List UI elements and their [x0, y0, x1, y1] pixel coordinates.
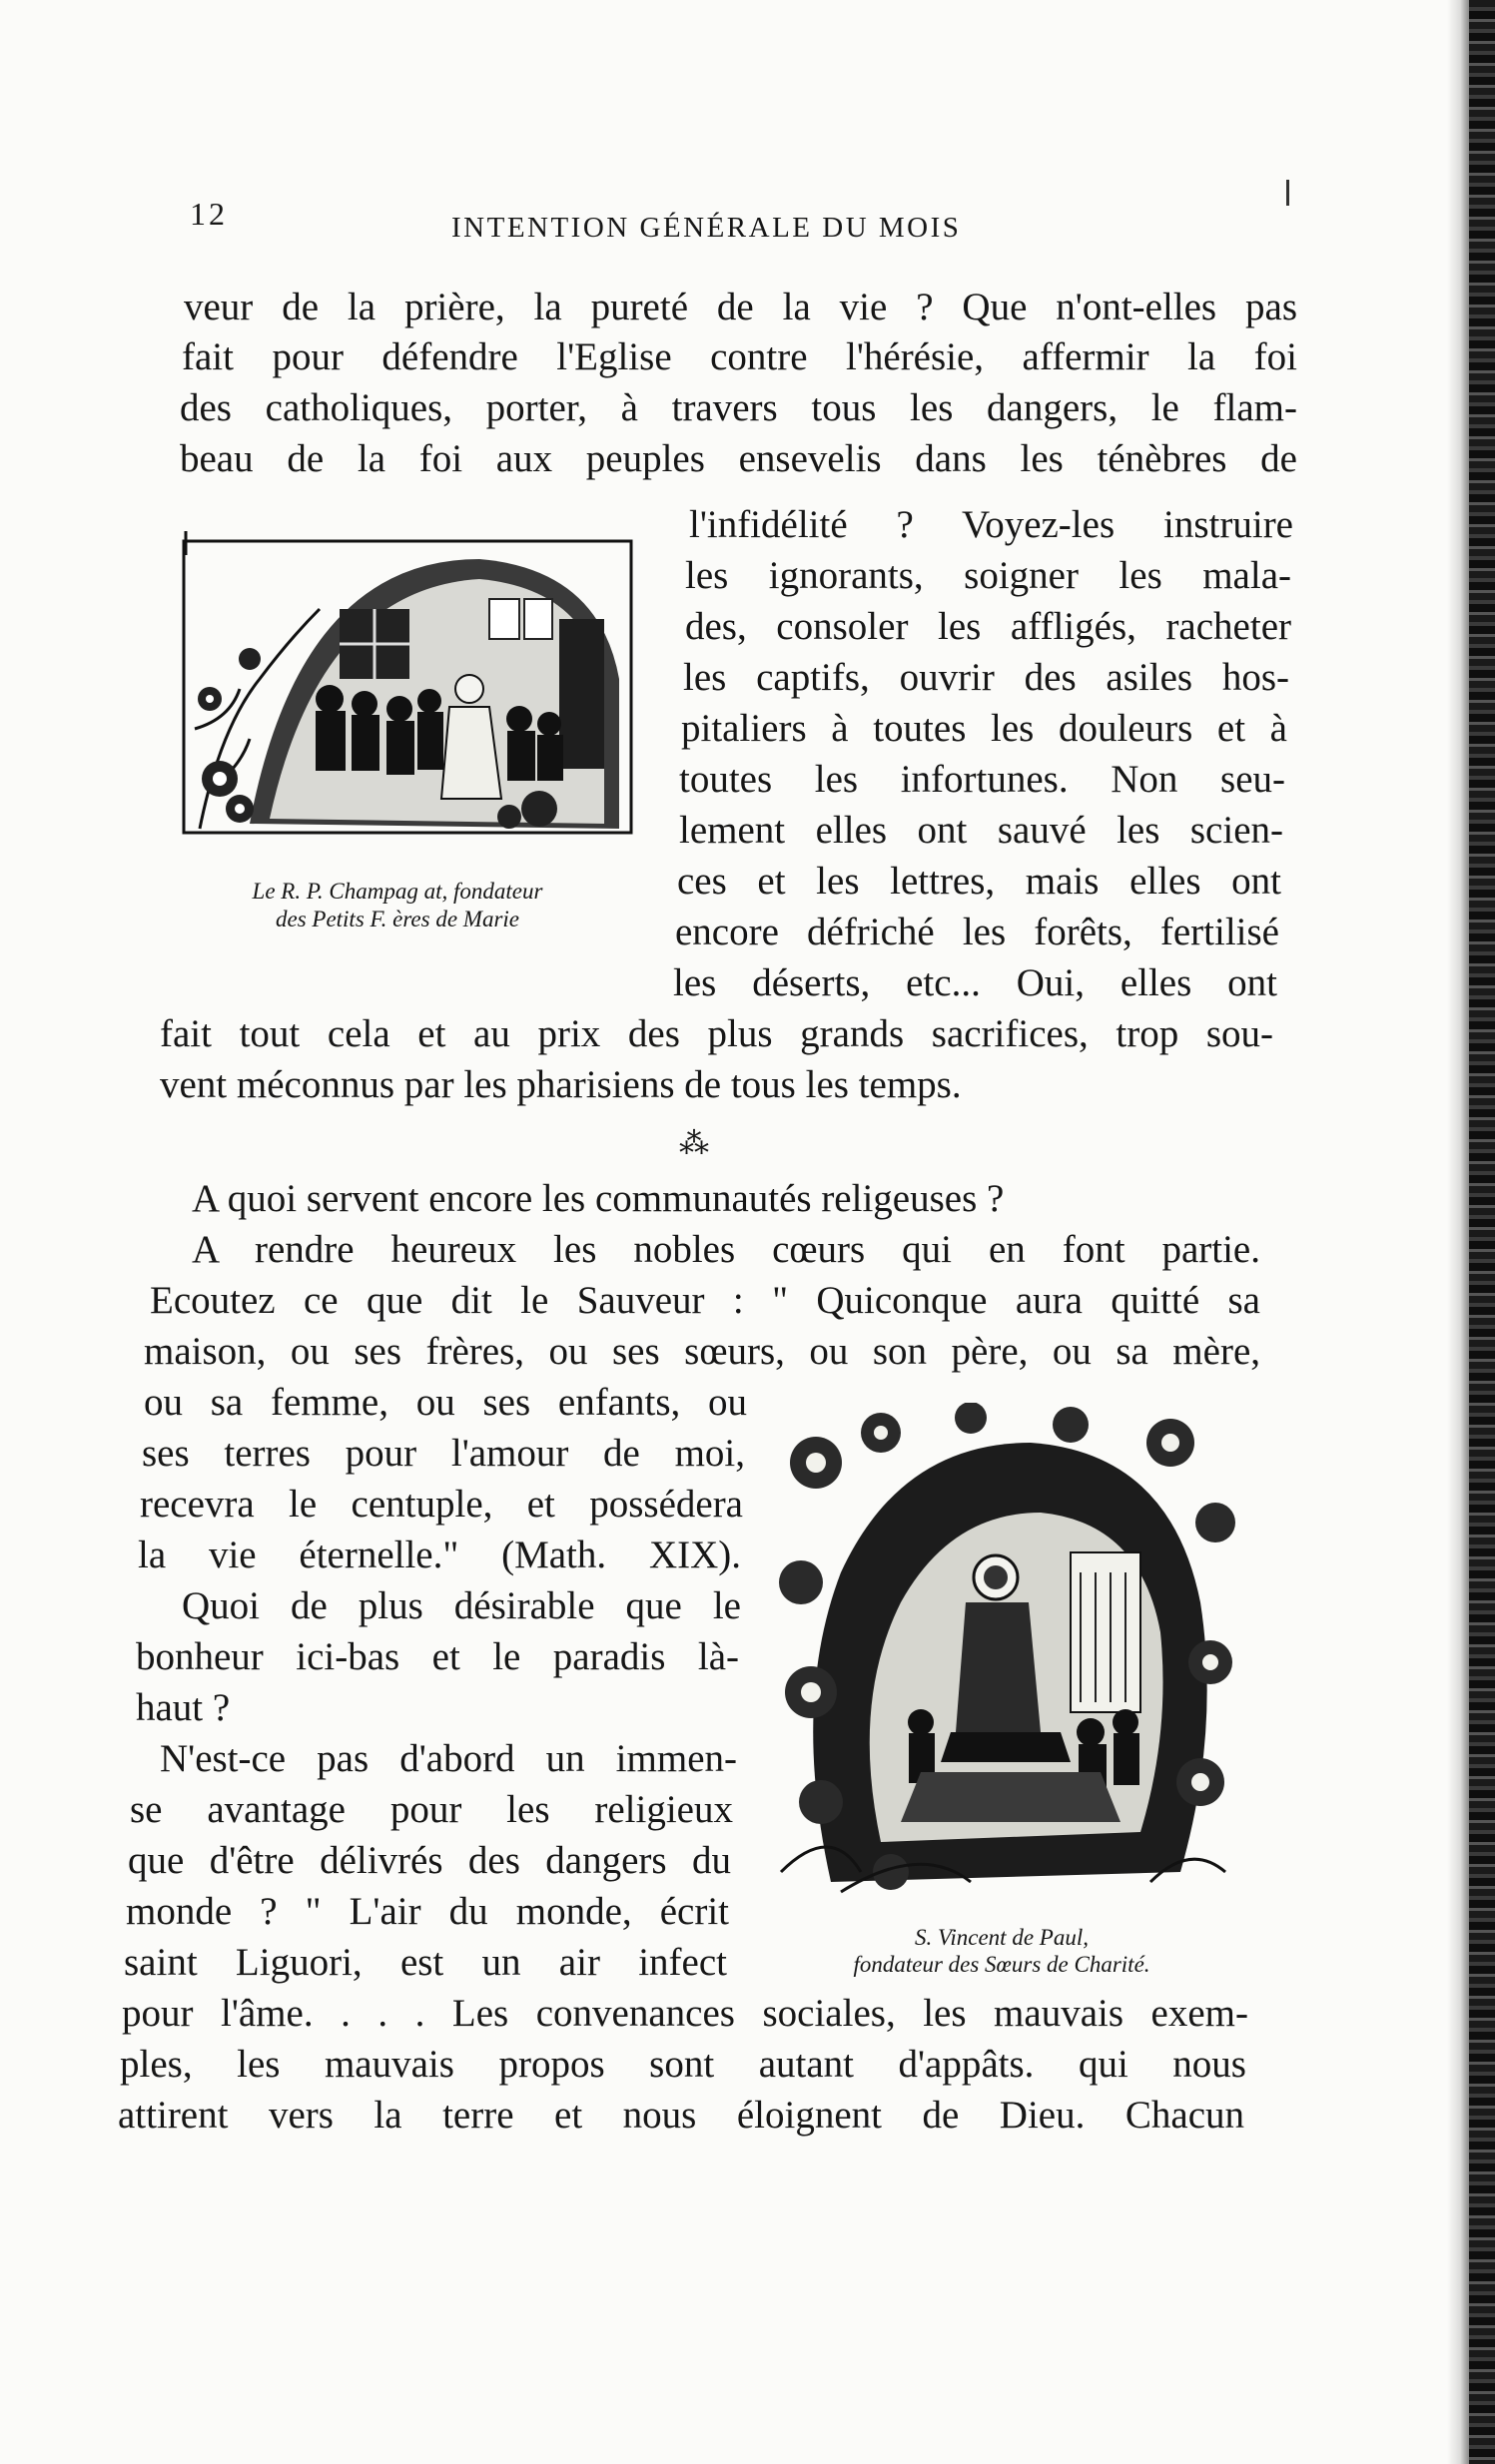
- text-line: lement elles ont sauvé les scien-: [679, 809, 1283, 852]
- text-line: l'infidélité ? Voyez-les instruire: [689, 503, 1293, 546]
- text-line: ses terres pour l'amour de moi,: [142, 1432, 745, 1475]
- running-title: INTENTION GÉNÉRALE DU MOIS: [451, 212, 962, 244]
- text-line: pitaliers à toutes les douleurs et à: [681, 707, 1287, 750]
- text-line: pour l'âme. . . . Les convenances sociales, les mauvais exem-: [122, 1992, 1248, 2035]
- text-line: vent méconnus par les pharisiens de tous les temps.: [160, 1063, 962, 1106]
- text-line: ples, les mauvais propos sont autant d'appâts. qui nous: [120, 2043, 1246, 2086]
- text-line: ces et les lettres, mais elles ont: [677, 860, 1281, 903]
- text-line: ou sa femme, ou ses enfants, ou: [144, 1381, 747, 1424]
- asterism: ⁂: [679, 1127, 711, 1160]
- text-line: les déserts, etc... Oui, elles ont: [673, 961, 1277, 1004]
- text-line: A rendre heureux les nobles cœurs qui en font partie.: [192, 1228, 1260, 1271]
- page-number: 12: [190, 196, 228, 232]
- text-line: N'est-ce pas d'abord un immen-: [160, 1737, 737, 1780]
- text-line: les ignorants, soigner les mala-: [685, 554, 1291, 597]
- vincent-de-paul-engraving: [771, 1403, 1240, 1902]
- figure-caption: S. Vincent de Paul,: [915, 1925, 1089, 1950]
- figure-caption: fondateur des Sœurs de Charité.: [853, 1952, 1150, 1977]
- text-line: recevra le centuple, et possédera: [140, 1483, 743, 1526]
- text-line: se avantage pour les religieux: [130, 1788, 733, 1831]
- text-line: haut ?: [136, 1686, 231, 1729]
- text-line: des catholiques, porter, à travers tous les dangers, le flam-: [180, 386, 1297, 429]
- text-line: les captifs, ouvrir des asiles hos-: [683, 656, 1289, 699]
- figure-caption: Le R. P. Champag at, fondateur: [252, 879, 543, 904]
- scan-edge: [1469, 0, 1495, 2464]
- text-line: Quoi de plus désirable que le: [182, 1584, 741, 1627]
- figure-caption: des Petits F. ères de Marie: [275, 907, 519, 931]
- text-line: bonheur ici-bas et le paradis là-: [136, 1635, 739, 1678]
- text-line: maison, ou ses frères, ou ses sœurs, ou son père, ou sa mère,: [144, 1330, 1260, 1373]
- engraving-illustration: [771, 1403, 1240, 1902]
- margin-mark: [1286, 180, 1289, 206]
- text-line: veur de la prière, la pureté de la vie ? Que n'ont-elles pas: [184, 286, 1297, 328]
- text-line: A quoi servent encore les communautés religeuses ?: [192, 1177, 1005, 1220]
- text-line: beau de la foi aux peuples ensevelis dans les ténèbres de: [180, 437, 1297, 480]
- text-line: encore défriché les forêts, fertilisé: [675, 911, 1279, 953]
- text-line: que d'être délivrés des dangers du: [128, 1839, 731, 1882]
- text-line: fait tout cela et au prix des plus grands sacrifices, trop sou-: [160, 1012, 1273, 1055]
- text-line: toutes les infortunes. Non seu-: [679, 758, 1285, 801]
- text-line: la vie éternelle." (Math. XIX).: [138, 1534, 741, 1576]
- champagnat-engraving: [180, 529, 639, 839]
- text-line: fait pour défendre l'Eglise contre l'hérésie, affermir la foi: [182, 335, 1297, 378]
- text-line: Ecoutez ce que dit le Sauveur : " Quiconque aura quitté sa: [150, 1279, 1260, 1322]
- text-line: monde ? " L'air du monde, écrit: [126, 1890, 729, 1933]
- text-line: des, consoler les affligés, racheter: [685, 605, 1291, 648]
- engraving-illustration: [180, 529, 639, 839]
- text-line: attirent vers la terre et nous éloignent de Dieu. Chacun: [118, 2094, 1244, 2137]
- scan-shadow: [1447, 0, 1469, 2464]
- text-line: saint Liguori, est un air infect: [124, 1941, 727, 1984]
